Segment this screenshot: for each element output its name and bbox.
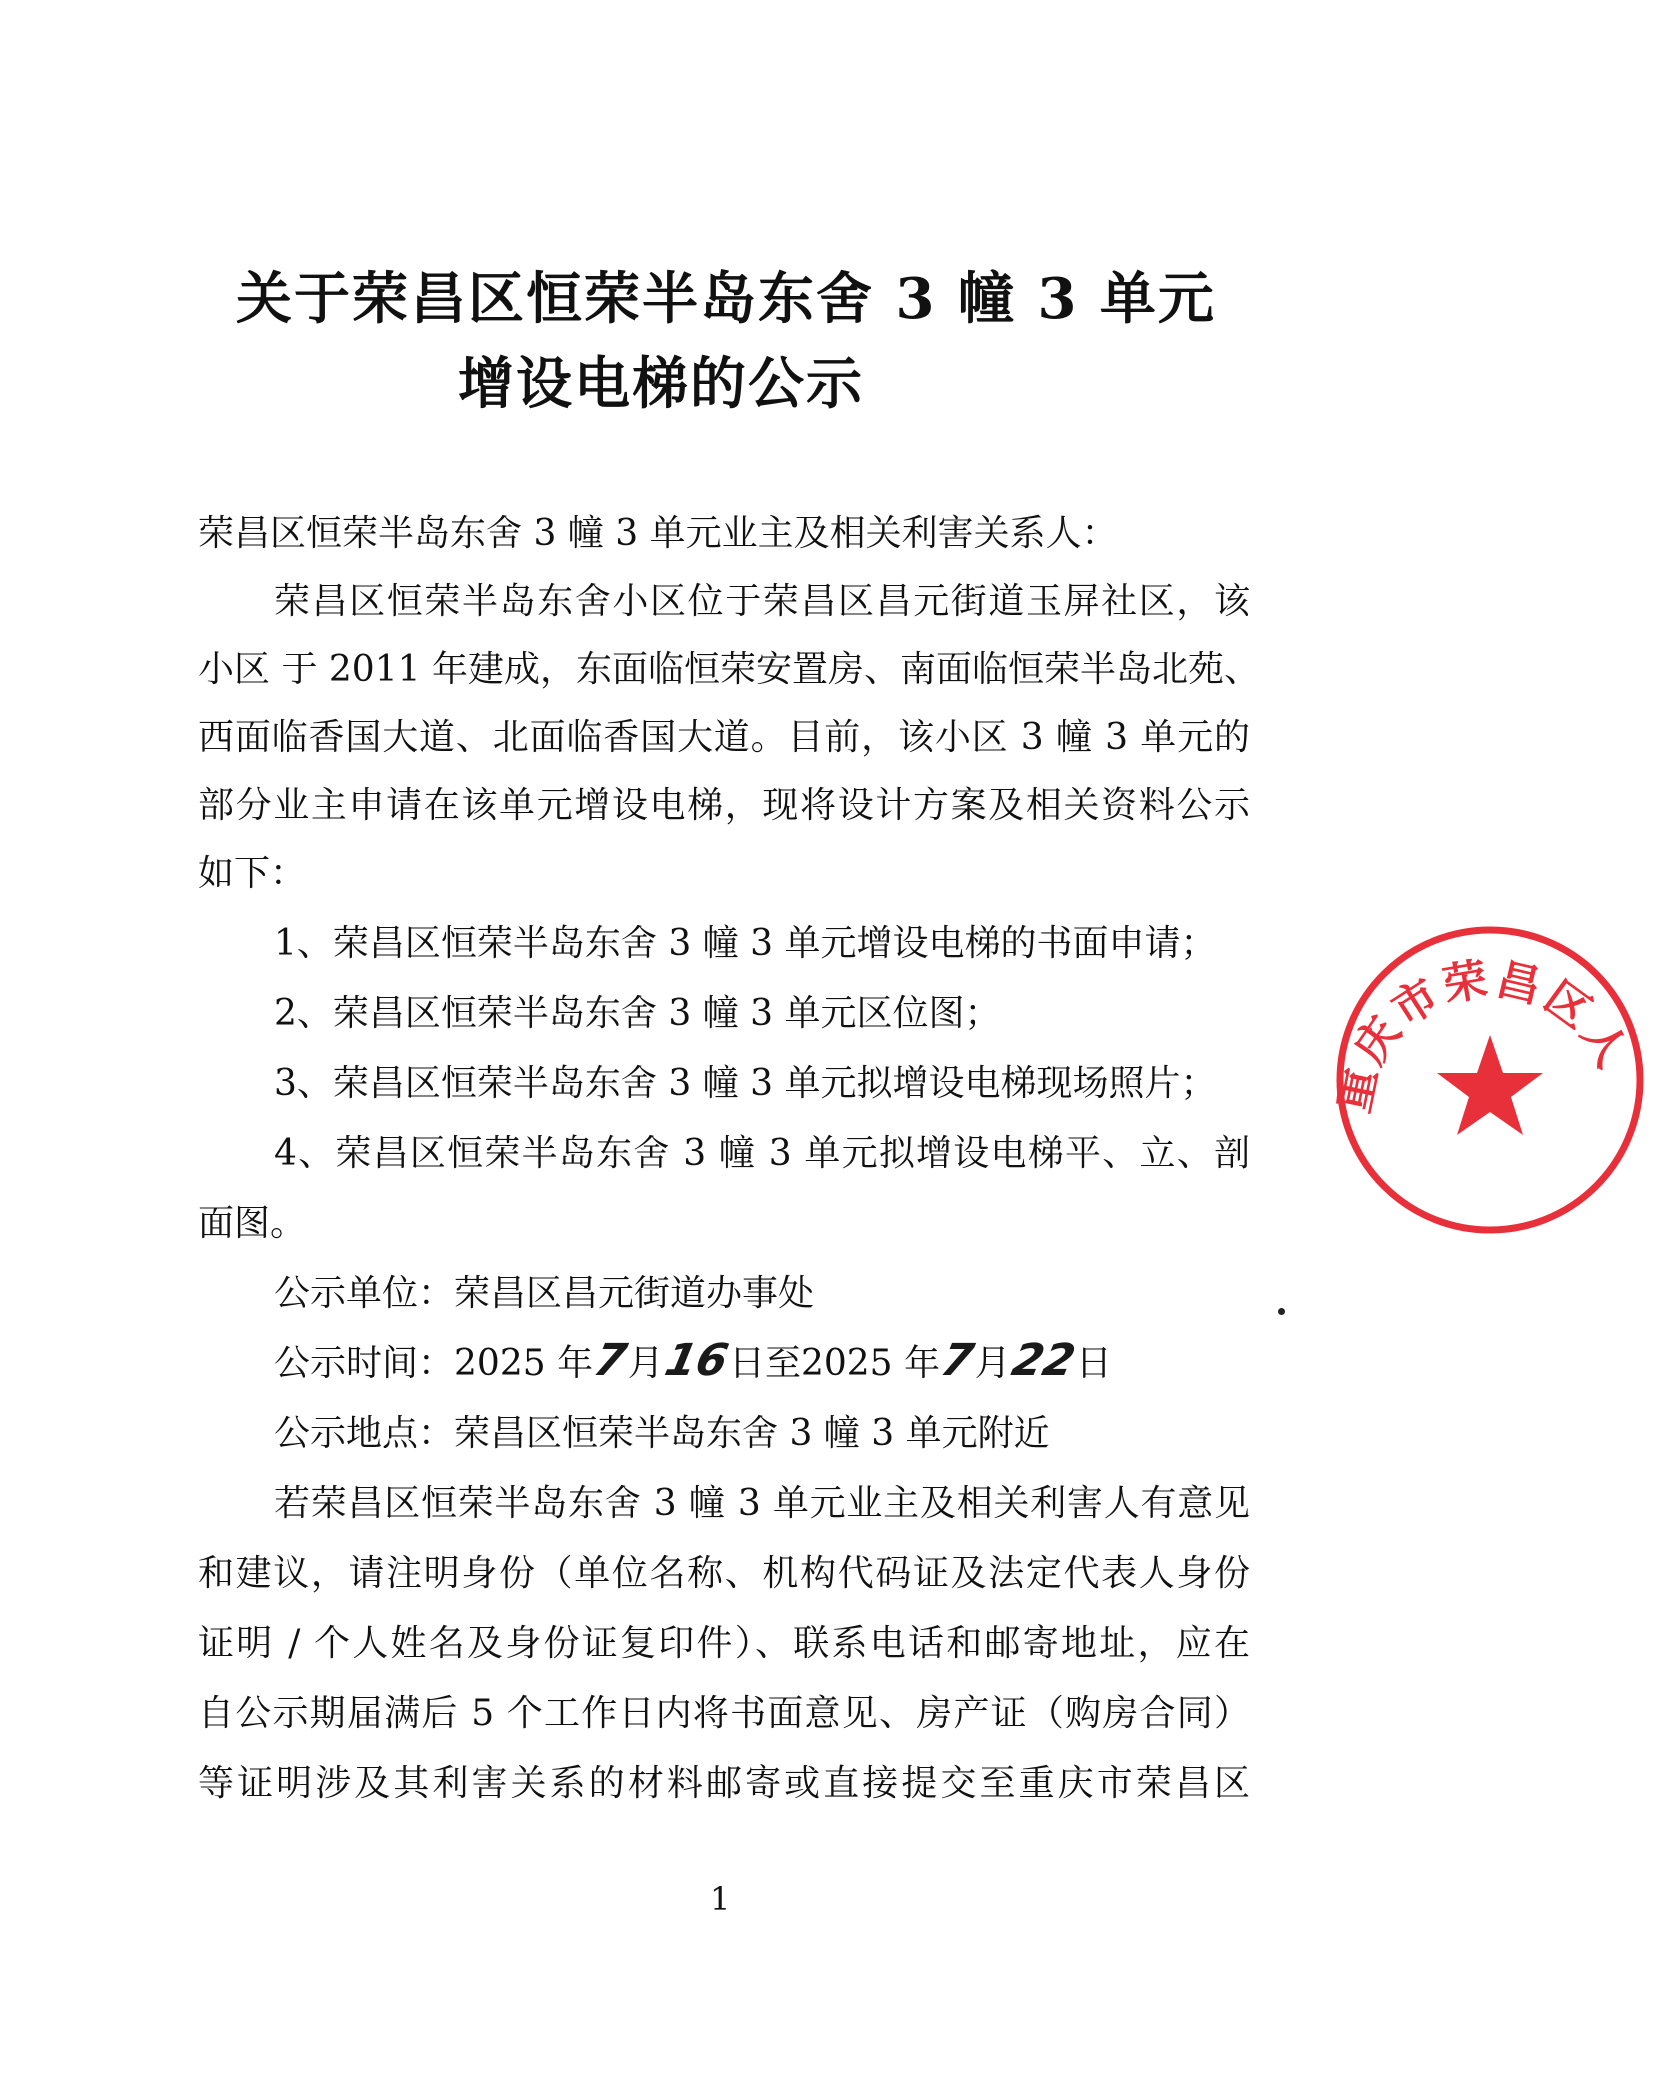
salutation: 荣昌区恒荣半岛东舍 3 幢 3 单元业主及相关利害关系人：: [198, 513, 1118, 554]
list-item-4: 4、荣昌区恒荣半岛东舍 3 幢 3 单元拟增设电梯平、立、剖: [274, 1133, 1250, 1174]
document-title-line-1: 关于荣昌区恒荣半岛东舍 3 幢 3 单元: [236, 266, 1216, 332]
closing-line-4: 自公示期届满后 5 个工作日内将书面意见、房产证（购房合同）: [198, 1693, 1250, 1734]
notice-time-year-start: 2025 年: [454, 1343, 594, 1384]
intro-line-1: 荣昌区恒荣半岛东舍小区位于荣昌区昌元街道玉屏社区，该: [274, 581, 1250, 622]
closing-line-5: 等证明涉及其利害关系的材料邮寄或直接提交至重庆市荣昌区: [198, 1763, 1250, 1804]
closing-line-1: 若荣昌区恒荣半岛东舍 3 幢 3 单元业主及相关利害人有意见: [274, 1483, 1250, 1524]
month-label-start: 月: [627, 1343, 664, 1384]
ink-dot: [1278, 1308, 1285, 1315]
notice-place: 公示地点：荣昌区恒荣半岛东舍 3 幢 3 单元附近: [274, 1413, 1050, 1454]
list-item-3: 3、荣昌区恒荣半岛东舍 3 幢 3 单元拟增设电梯现场照片；: [274, 1063, 1217, 1104]
day-label-end: 日: [1075, 1343, 1112, 1384]
seal-text: 重庆市荣昌区人: [1328, 953, 1640, 1117]
page-number: 1: [710, 1880, 731, 1918]
list-item-2: 2、荣昌区恒荣半岛东舍 3 幢 3 单元区位图；: [274, 993, 1001, 1034]
intro-line-4: 部分业主申请在该单元增设电梯，现将设计方案及相关资料公示: [198, 785, 1250, 826]
handwritten-day-end: 22: [1007, 1335, 1080, 1386]
notice-time-year-end: 2025 年: [800, 1343, 941, 1384]
closing-line-2: 和建议，请注明身份（单位名称、机构代码证及法定代表人身份: [198, 1553, 1250, 1594]
closing-line-3: 证明 / 个人姓名及身份证复印件）、联系电话和邮寄地址，应在: [198, 1623, 1250, 1664]
list-item-1: 1、荣昌区恒荣半岛东舍 3 幢 3 单元增设电梯的书面申请；: [274, 923, 1217, 964]
month-label-end: 月: [974, 1343, 1011, 1384]
day-label-start: 日至: [728, 1343, 801, 1384]
notice-unit: 公示单位：荣昌区昌元街道办事处: [274, 1273, 815, 1314]
notice-time: [274, 1335, 1112, 1386]
handwritten-month-start: 7: [589, 1335, 632, 1386]
intro-line-5: 如下：: [198, 853, 307, 894]
list-item-4-continued: 面图。: [198, 1203, 307, 1244]
notice-time-label: 公示时间：: [274, 1343, 455, 1384]
handwritten-day-start: 16: [660, 1335, 733, 1386]
intro-line-3: 西面临香国大道、北面临香国大道。目前，该小区 3 幢 3 单元的: [198, 717, 1250, 758]
document-title-line-2: 增设电梯的公示: [458, 351, 864, 417]
intro-line-2: 小区 于 2011 年建成，东面临恒荣安置房、南面临恒荣半岛北苑、: [198, 649, 1260, 690]
seal-star: [1437, 1035, 1543, 1135]
official-seal-icon: [1325, 915, 1655, 1245]
handwritten-month-end: 7: [936, 1335, 979, 1386]
